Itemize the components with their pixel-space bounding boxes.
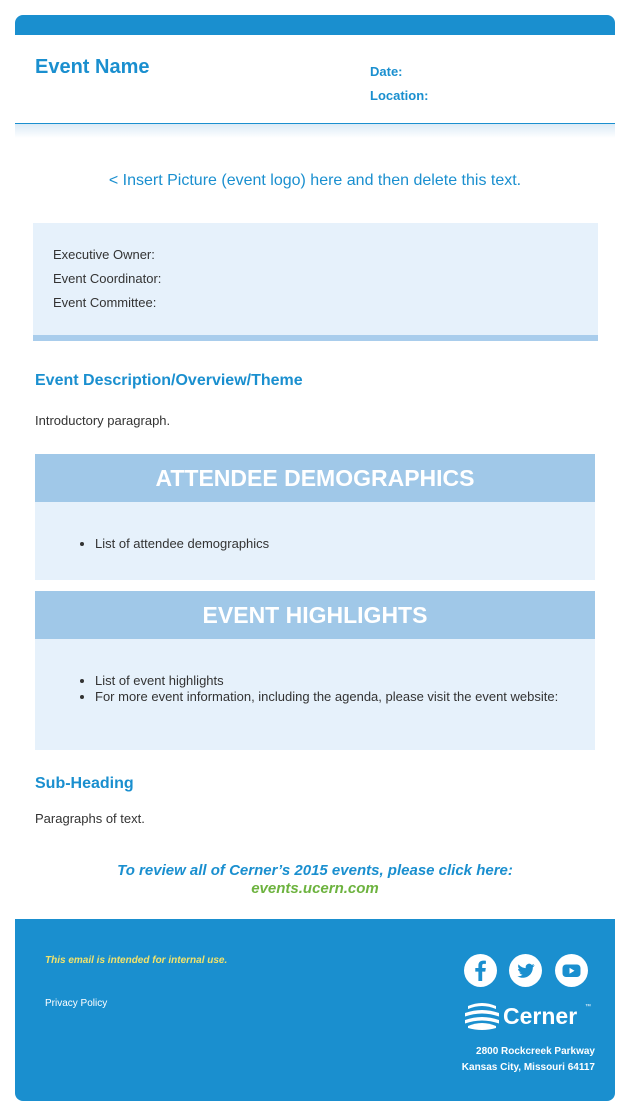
event-coordinator-label: Event Coordinator: (53, 271, 162, 286)
sub-paragraph: Paragraphs of text. (35, 811, 145, 826)
address-line-2: Kansas City, Missouri 64117 (461, 1062, 595, 1073)
events-link[interactable]: events.ucern.com (251, 880, 379, 897)
demographics-heading: ATTENDEE DEMOGRAPHICS (35, 454, 595, 502)
owners-box (33, 223, 598, 341)
email-header (15, 35, 615, 124)
company-address (462, 1044, 595, 1076)
highlights-list (95, 673, 565, 705)
twitter-icon[interactable] (509, 954, 542, 987)
list-item: • List of attendee demographics (95, 536, 565, 552)
event-name-title: Event Name (35, 56, 150, 78)
address-line-1: 2800 Rockcreek Parkway (476, 1046, 595, 1057)
facebook-icon[interactable] (464, 954, 497, 987)
internal-use-note: This email is intended for internal use. (45, 955, 228, 966)
description-heading: Event Description/Overview/Theme (35, 372, 303, 389)
email-container (15, 15, 615, 1101)
privacy-policy-link[interactable]: Privacy Policy (45, 998, 108, 1009)
top-accent-bar (15, 15, 615, 35)
trademark-symbol: ™ (585, 1004, 591, 1010)
description-paragraph: Introductory paragraph. (35, 413, 171, 428)
logo-placeholder-text: < Insert Picture (event logo) here and then delete this text. (108, 172, 522, 189)
event-committee-label: Event Committee: (53, 295, 157, 310)
highlights-body (35, 639, 595, 750)
review-events-callout[interactable] (15, 862, 615, 898)
demographics-body (35, 502, 595, 580)
demographics-list (95, 536, 565, 552)
location-label: Location: (370, 88, 429, 103)
youtube-icon[interactable] (555, 954, 588, 987)
list-item: • For more event information, including the agenda, please visit the event website: (95, 689, 565, 705)
review-text[interactable]: To review all of Cerner’s 2015 events, please click here: (117, 862, 513, 879)
sub-heading: Sub-Heading (35, 775, 134, 792)
executive-owner-label: Executive Owner: (53, 247, 155, 262)
list-item: • List of event highlights (95, 673, 565, 689)
highlights-heading: EVENT HIGHLIGHTS (35, 591, 595, 639)
email-footer (15, 919, 615, 1101)
date-label: Date: (370, 64, 403, 79)
cerner-mark-icon (463, 1001, 501, 1031)
event-meta (370, 60, 429, 108)
cerner-wordmark: Cerner (503, 1003, 578, 1029)
header-shadow (15, 124, 615, 138)
